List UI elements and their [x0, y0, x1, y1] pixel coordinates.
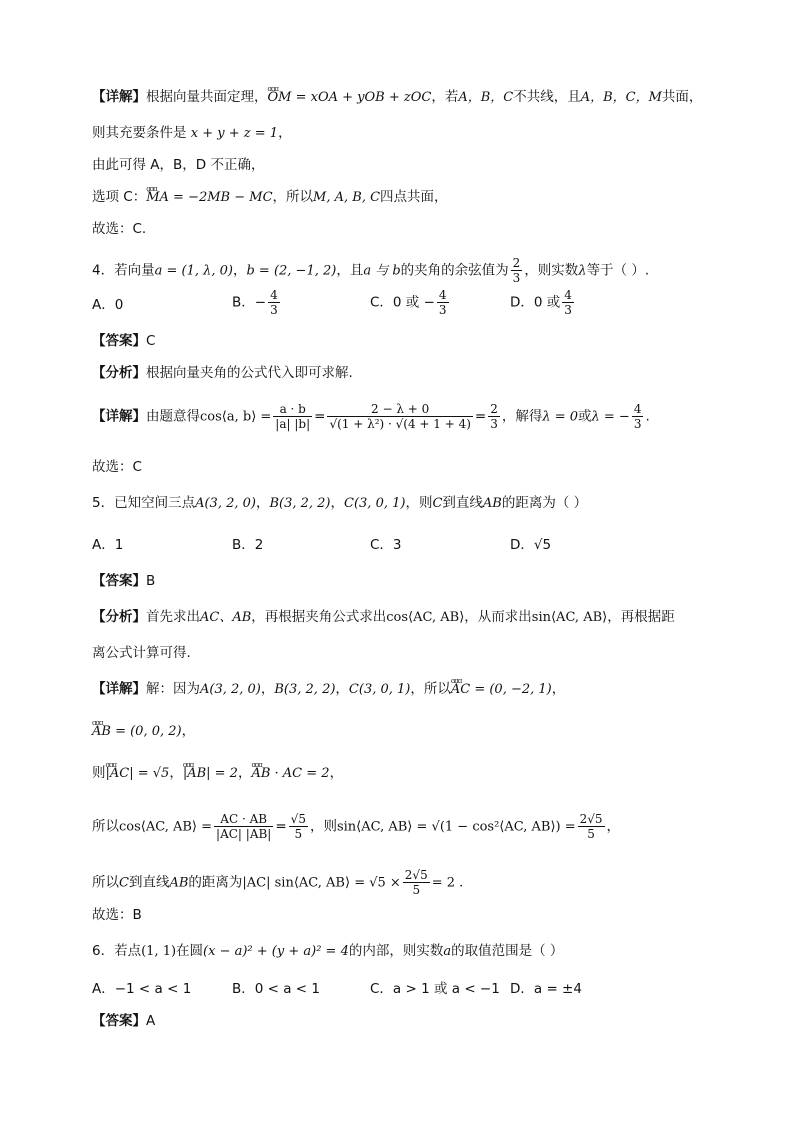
q5-detail-1: 【详解】解：因为A(3, 2, 0)，B(3, 2, 2)，C(3, 0, 1)，所以ɑɑɑ AC = (0, −2, 1)，	[92, 680, 565, 699]
q5-option-b: B．2	[232, 537, 264, 553]
detail-line-5: 故选：C.	[92, 221, 147, 237]
q4-option-d: D．0 或 $\frac{4}{3}$	[510, 288, 572, 317]
text: 的夹角的余弦值为	[400, 262, 509, 279]
fraction: $\frac{2}{3}$	[490, 402, 498, 431]
vector-b: b = (2, −1, 2)	[246, 263, 337, 279]
text: ，则实数	[524, 262, 579, 279]
q5-analysis-1: 【分析】首先求出AC、AB，再根据夹角公式求出cos⟨AC, AB⟩，从而求出sin⟨AC, AB⟩，再根据距	[92, 609, 675, 625]
math-points: A，B，C	[458, 90, 514, 105]
vector-equation: ɑɑɑ MA = −2MB − MC	[146, 189, 272, 207]
fraction: $\frac{2}{3}$	[512, 256, 521, 285]
cosine-expr: cos⟨a, b⟩ =	[200, 409, 272, 425]
text: 选项 C：	[92, 189, 147, 205]
fraction: $\frac{2 - \lambda + 0}{\text{√(1 + λ²) · √(4 + 1 + 4)}}$	[329, 402, 471, 431]
solution: λ = 0	[542, 409, 579, 425]
answer-value: C	[146, 333, 156, 349]
q5-detail-3: 则ɑɑɑ |AC| = √5，ɑɑɑ |AB| = 2，ɑɑɑ AB · AC = 2，	[92, 764, 343, 783]
text: 则其充要条件是	[92, 125, 187, 141]
analysis-text: 根据向量夹角的公式代入即可求解.	[146, 365, 353, 381]
detail-tag: 【详解】	[92, 89, 146, 105]
q6-option-d: D．a = ±4	[510, 981, 582, 997]
q5-detail-2: ɑɑɑ AB = (0, 0, 2)，	[92, 722, 195, 741]
text: 根据向量共面定理，	[146, 89, 268, 105]
math-equation: x + y + z = 1	[190, 126, 279, 141]
detail-line-1	[92, 88, 702, 107]
fraction: $\frac{4}{3}$	[633, 402, 642, 431]
question-5-stem: 5．已知空间三点A(3, 2, 0)，B(3, 2, 2)，C(3, 0, 1)，则C到直线AB的距离为（ ）	[92, 495, 588, 511]
q5-answer: 【答案】B	[92, 573, 156, 589]
detail-tag: 【详解】	[92, 408, 146, 425]
fraction: $\frac{a \cdot b}{|a| |b|}$	[275, 402, 311, 431]
text: ，且	[336, 262, 364, 279]
text: ，	[278, 125, 292, 141]
q5-option-c: C．3	[370, 537, 402, 553]
answer-tag: 【答案】	[92, 333, 146, 349]
q5-option-a: A．1	[92, 537, 124, 553]
vector-equation: ɑɑɑ OM = xOA + yOB + zOC	[268, 89, 432, 107]
text: 共面，	[661, 89, 703, 105]
q4-end: 故选：C	[92, 459, 142, 475]
lambda: λ	[578, 263, 587, 279]
solution: λ = −	[591, 409, 630, 425]
vector-pair: a 与 b	[363, 263, 401, 279]
text: 4．若向量	[92, 262, 155, 279]
text: 四点共面，	[380, 189, 448, 205]
q5-detail-4: 所以cos⟨AC, AB⟩ = $\frac{AC \cdot AB}{|AC| |AB|}$ = $\frac{√5}{5}$ ，则sin⟨AC, AB⟩ = √(1 − cos²⟨AC, AB⟩) = $\frac{2√5}{5}$ ，	[92, 812, 621, 841]
q4-detail: 【详解】由题意得cos⟨a, b⟩ = $\frac{a \cdot b}{|a| |b|}$ = $\frac{2 - \lambda + 0}{\text{√(1 + λ²) · √(4 + 1 + 4)}}$ = $\frac{2}{3}$ ，解得λ = 0或λ = − $\frac{4}{3}$ .	[92, 402, 650, 431]
text: ，解得	[501, 408, 543, 425]
text: ，若	[431, 89, 459, 105]
q6-option-a: A．−1 < a < 1	[92, 981, 192, 997]
q4-answer	[92, 332, 155, 350]
question-4-stem	[92, 256, 649, 285]
q6-option-b: B．0 < a < 1	[232, 981, 321, 997]
q4-option-c: C．0 或 − $\frac{4}{3}$	[370, 288, 447, 317]
text: ，	[232, 262, 247, 279]
q5-option-d: D．√5	[510, 537, 552, 553]
vector-a: a = (1, λ, 0)	[154, 263, 233, 279]
q5-detail-5: 所以C到直线AB的距离为|AC| sin⟨AC, AB⟩ = √5 × $\frac{2√5}{5}$ = 2 .	[92, 868, 464, 897]
q6-answer: 【答案】A	[92, 1013, 156, 1029]
q6-option-c: C．a > 1 或 a < −1	[370, 981, 500, 997]
text: ，所以	[272, 189, 314, 205]
q4-option-b: B．− $\frac{4}{3}$	[232, 288, 278, 317]
q5-end: 故选：B	[92, 907, 142, 923]
question-6-stem: 6．若点(1, 1)在圆(x − a)² + (y + a)² = 4的内部，则实数a的取值范围是（ ）	[92, 943, 564, 959]
q4-analysis	[92, 364, 353, 382]
text: 或	[578, 408, 592, 425]
detail-line-2	[92, 124, 292, 143]
text: 由题意得	[146, 408, 200, 425]
math-points: A，B，C，M	[580, 90, 662, 105]
q5-analysis-2: 离公式计算可得.	[92, 645, 191, 661]
math-points: M, A, B, C	[313, 190, 381, 205]
text: 等于（ ）.	[586, 262, 650, 279]
analysis-tag: 【分析】	[92, 365, 146, 381]
detail-line-3: 由此可得 A，B，D 不正确，	[92, 157, 265, 173]
text: 不共线，且	[513, 89, 581, 105]
q4-option-a: A．0	[92, 297, 124, 313]
detail-line-4	[92, 188, 448, 207]
